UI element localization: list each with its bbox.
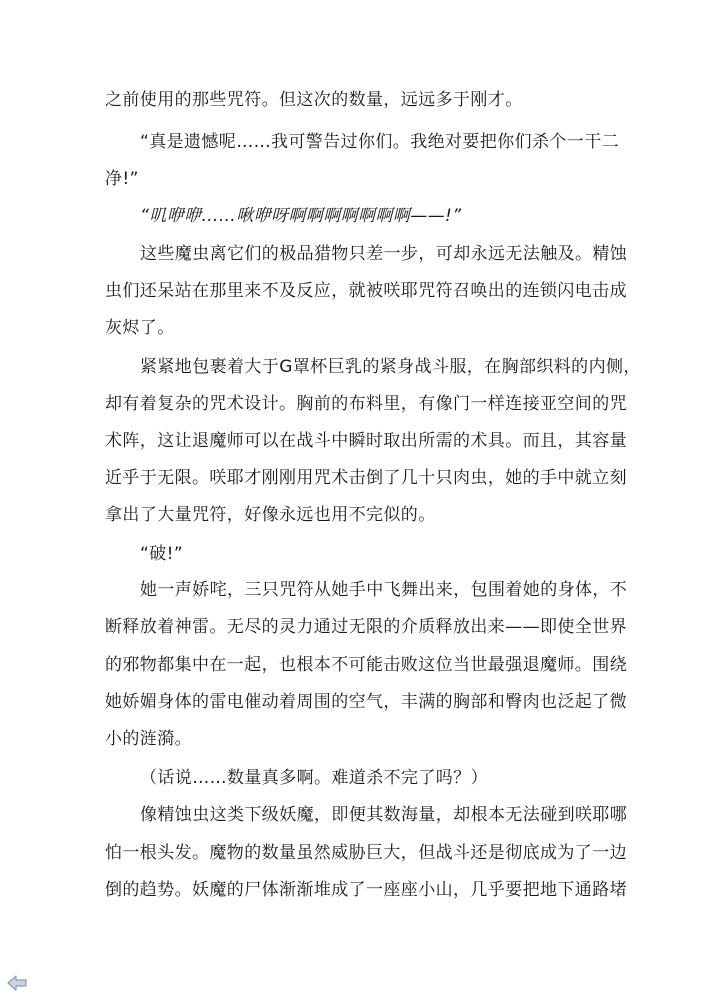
text-line: 近乎于无限。咲耶才刚刚用咒术击倒了几十只肉虫，她的手中就立刻 xyxy=(105,468,627,488)
text-line: 倒的趋势。妖魔的尸体渐渐堆成了一座座小山，几乎要把地下通路堵 xyxy=(105,880,627,900)
text-line: （话说……数量真多啊。难道杀不完了吗？） xyxy=(140,768,488,788)
text-line: 拿出了大量咒符，好像永远也用不完似的。 xyxy=(105,505,436,525)
text-line: 像精蚀虫这类下级妖魔，即便其数海量，却根本无法碰到咲耶哪 xyxy=(140,805,628,825)
text-line: 灰烬了。 xyxy=(105,318,175,338)
text-line: 断释放着神雷。无尽的灵力通过无限的介质释放出来——即使全世界 xyxy=(105,617,627,637)
text-line: 净!” xyxy=(105,169,139,189)
text-line: 小的涟漪。 xyxy=(105,729,192,749)
text-line: 紧紧地包裹着大于G罩杯巨乳的紧身战斗服，在胸部织料的内侧， xyxy=(140,357,641,377)
text-line: 之前使用的那些咒符。但这次的数量，远远多于刚才。 xyxy=(105,90,523,110)
text-line: 却有着复杂的咒术设计。胸前的布料里，有像门一样连接亚空间的咒 xyxy=(105,394,627,414)
text-line: 虫们还呆站在那里来不及反应，就被咲耶咒符召唤出的连锁闪电击成 xyxy=(105,281,627,301)
text-line: “真是遗憾呢……我可警告过你们。我绝对要把你们杀个一干二 xyxy=(140,132,620,152)
back-arrow-icon[interactable] xyxy=(6,974,28,992)
text-line: “破!” xyxy=(140,544,184,564)
text-line: 这些魔虫离它们的极品猎物只差一步，可却永远无法触及。精蚀 xyxy=(140,244,628,264)
text-line: 怕一根头发。魔物的数量虽然威胁巨大，但战斗还是彻底成为了一边 xyxy=(105,843,627,863)
text-line: 术阵，这让退魔师可以在战斗中瞬时取出所需的术具。而且，其容量 xyxy=(105,431,627,451)
text-line: 的邪物都集中在一起，也根本不可能击败这位当世最强退魔师。围绕 xyxy=(105,655,627,675)
text-line: 她娇媚身体的雷电催动着周围的空气，丰满的胸部和臀肉也泛起了微 xyxy=(105,692,627,712)
text-line: “叽咿咿……啾咿呀啊啊啊啊啊啊啊——!” xyxy=(140,206,462,226)
text-line: 她一声娇咤，三只咒符从她手中飞舞出来，包围着她的身体，不 xyxy=(140,580,628,600)
